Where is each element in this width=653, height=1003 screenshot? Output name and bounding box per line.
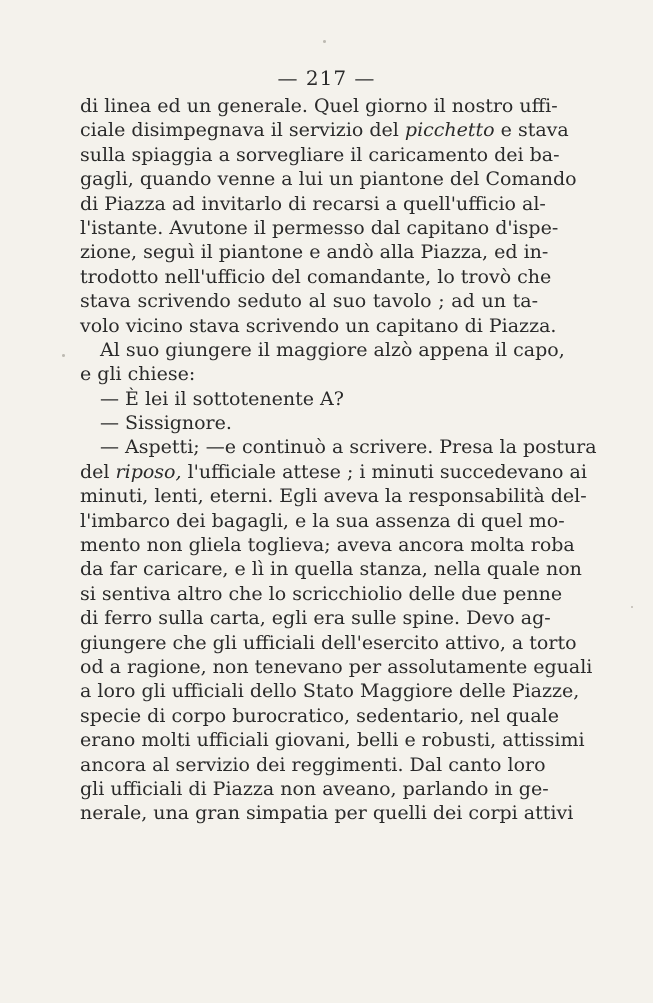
text-line: di linea ed un generale. Quel giorno il nostro uffi- xyxy=(80,95,558,117)
text-line: stava scrivendo seduto al suo tavolo ; ad un ta- xyxy=(80,290,538,313)
text-line: volo vicino stava scrivendo un capitano di Piazza. xyxy=(80,314,557,337)
text-line: a loro gli ufficiali dello Stato Maggiore delle Piazze, xyxy=(80,680,580,703)
text-line: di ferro sulla carta, egli era sulle spine. Devo ag- xyxy=(80,607,551,630)
italic-term: riposo, xyxy=(115,460,182,483)
text-line: — È lei il sottotenente A? xyxy=(100,387,344,410)
text-line: zione, seguì il piantone e andò alla Piazza, ed in- xyxy=(80,241,549,264)
paper-speck xyxy=(62,354,65,357)
paper-speck xyxy=(631,606,633,608)
text-line: da far caricare, e lì in quella stanza, nella quale non xyxy=(80,558,582,581)
text-line: nerale, una gran simpatia per quelli dei corpi attivi xyxy=(80,802,574,825)
text-line: trodotto nell'ufficio del comandante, lo trovò che xyxy=(80,265,552,288)
page-number: — 217 — xyxy=(277,66,376,90)
text-line: sulla spiaggia a sorvegliare il caricamento dei ba- xyxy=(80,143,560,166)
text-line: l'istante. Avutone il permesso dal capitano d'ispe- xyxy=(80,216,559,239)
text-line: ancora al servizio dei reggimenti. Dal canto loro xyxy=(80,753,546,776)
text-line: gli ufficiali di Piazza non aveano, parlando in ge- xyxy=(80,777,549,800)
text-line: — Aspetti; —e continuò a scrivere. Presa la postura xyxy=(100,436,597,459)
body-text xyxy=(80,94,597,826)
text-line: e gli chiese: xyxy=(80,363,196,386)
text-line: od a ragione, non tenevano per assolutamente eguali xyxy=(80,655,593,678)
text-line: gagli, quando venne a lui un piantone del Comando xyxy=(80,168,577,191)
text-line: giungere che gli ufficiali dell'esercito attivo, a torto xyxy=(80,631,577,654)
text-line: mento non gliela toglieva; aveva ancora molta roba xyxy=(80,534,575,557)
text-line: l'imbarco dei bagagli, e la sua assenza di quel mo- xyxy=(80,509,565,532)
text-line: di Piazza ad invitarlo di recarsi a quell'ufficio al- xyxy=(80,192,546,215)
text-line: del riposo, l'ufficiale attese ; i minuti succedevano ai xyxy=(80,460,587,483)
text-line: Al suo giungere il maggiore alzò appena il capo, xyxy=(100,338,565,361)
text-line: — Sissignore. xyxy=(100,412,232,435)
italic-term: picchetto xyxy=(404,119,495,142)
text-line: minuti, lenti, eterni. Egli aveva la responsabilità del- xyxy=(80,485,587,508)
text-line: ciale disimpegnava il servizio del picchetto e stava xyxy=(80,119,569,142)
text-line: specie di corpo burocratico, sedentario, nel quale xyxy=(80,704,560,727)
text-line: erano molti ufficiali giovani, belli e robusti, attissimi xyxy=(80,729,585,752)
paper-speck xyxy=(323,40,326,43)
text-line: si sentiva altro che lo scricchiolio delle due penne xyxy=(80,582,563,605)
